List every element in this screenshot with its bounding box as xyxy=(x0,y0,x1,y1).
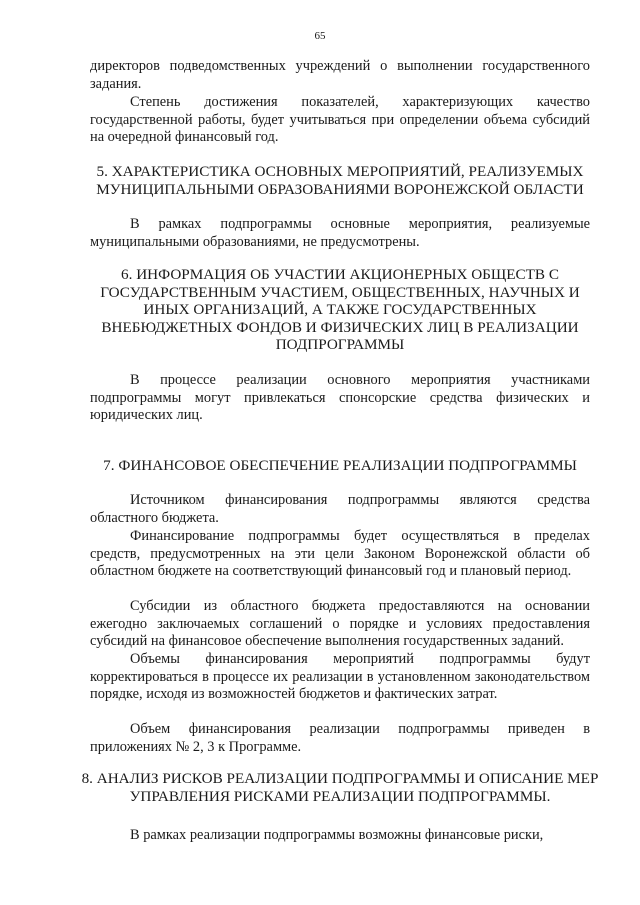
paragraph-volume-adjustment: Объемы финансирования мероприятий подпрограммы будут корректироваться в процессе их реализации в установленном законодательством порядке, исходя из возможностей бюджетов и фактических затрат. xyxy=(90,651,590,702)
paragraph-funding-source: Источником финансирования подпрограммы являются средства областного бюджета. xyxy=(90,492,590,526)
section-heading-7: 7. ФИНАНСОВОЕ ОБЕСПЕЧЕНИЕ РЕАЛИЗАЦИИ ПОДПРОГРАММЫ xyxy=(103,457,577,474)
paragraph-municipal-measures: В рамках подпрограммы основные мероприятия, реализуемые муниципальными образованиями, не предусмотрены. xyxy=(90,216,590,250)
paragraph-funding-limits: Финансирование подпрограммы будет осуществляться в пределах средств, предусмотренных на эти цели Законом Воронежской области об областном бюджете на соответствующий финансовый год и плановый период. xyxy=(90,528,590,579)
page-number: 65 xyxy=(314,30,326,42)
paragraph-quality-indicators: Степень достижения показателей, характеризующих качество государственной работы, будет учитываться при определении объема субсидий на очередной финансовый год. xyxy=(90,94,590,145)
section-heading-5: 5. ХАРАКТЕРИСТИКА ОСНОВНЫХ МЕРОПРИЯТИЙ, РЕАЛИЗУЕМЫХ МУНИЦИПАЛЬНЫМИ ОБРАЗОВАНИЯМИ ВОРОНЕЖСКОЙ ОБЛАСТИ xyxy=(96,163,584,198)
paragraph-financial-risks: В рамках реализации подпрограммы возможны финансовые риски, xyxy=(130,827,544,843)
paragraph-participants: В процессе реализации основного мероприятия участниками подпрограммы могут привлекаться спонсорские средства физических и юридических лиц. xyxy=(90,372,590,423)
section-heading-6: 6. ИНФОРМАЦИЯ ОБ УЧАСТИИ АКЦИОНЕРНЫХ ОБЩЕСТВ С ГОСУДАРСТВЕННЫМ УЧАСТИЕМ, ОБЩЕСТВЕННЫХ, НАУЧНЫХ И ИНЫХ ОРГАНИЗАЦИЙ, А ТАКЖЕ ГОСУДАРСТВЕННЫХ ВНЕБЮДЖЕТНЫХ ФОНДОВ И ФИЗИЧЕСКИХ ЛИЦ В РЕАЛИЗАЦИИ ПОДПРОГРАММЫ xyxy=(100,266,580,353)
paragraph-appendix-reference: Объем финансирования реализации подпрограммы приведен в приложениях № 2, 3 к Программе. xyxy=(90,721,590,755)
paragraph-subsidies: Субсидии из областного бюджета предоставляются на основании ежегодно заключаемых соглашений о порядке и условиях предоставления субсидий на финансовое обеспечение выполнения государственных заданий. xyxy=(90,598,590,649)
section-heading-8: 8. АНАЛИЗ РИСКОВ РЕАЛИЗАЦИИ ПОДПРОГРАММЫ И ОПИСАНИЕ МЕР УПРАВЛЕНИЯ РИСКАМИ РЕАЛИЗАЦИИ ПОДПРОГРАММЫ. xyxy=(81,770,599,805)
paragraph-continuation: директоров подведомственных учреждений о выполнении государственного задания. xyxy=(90,58,590,92)
